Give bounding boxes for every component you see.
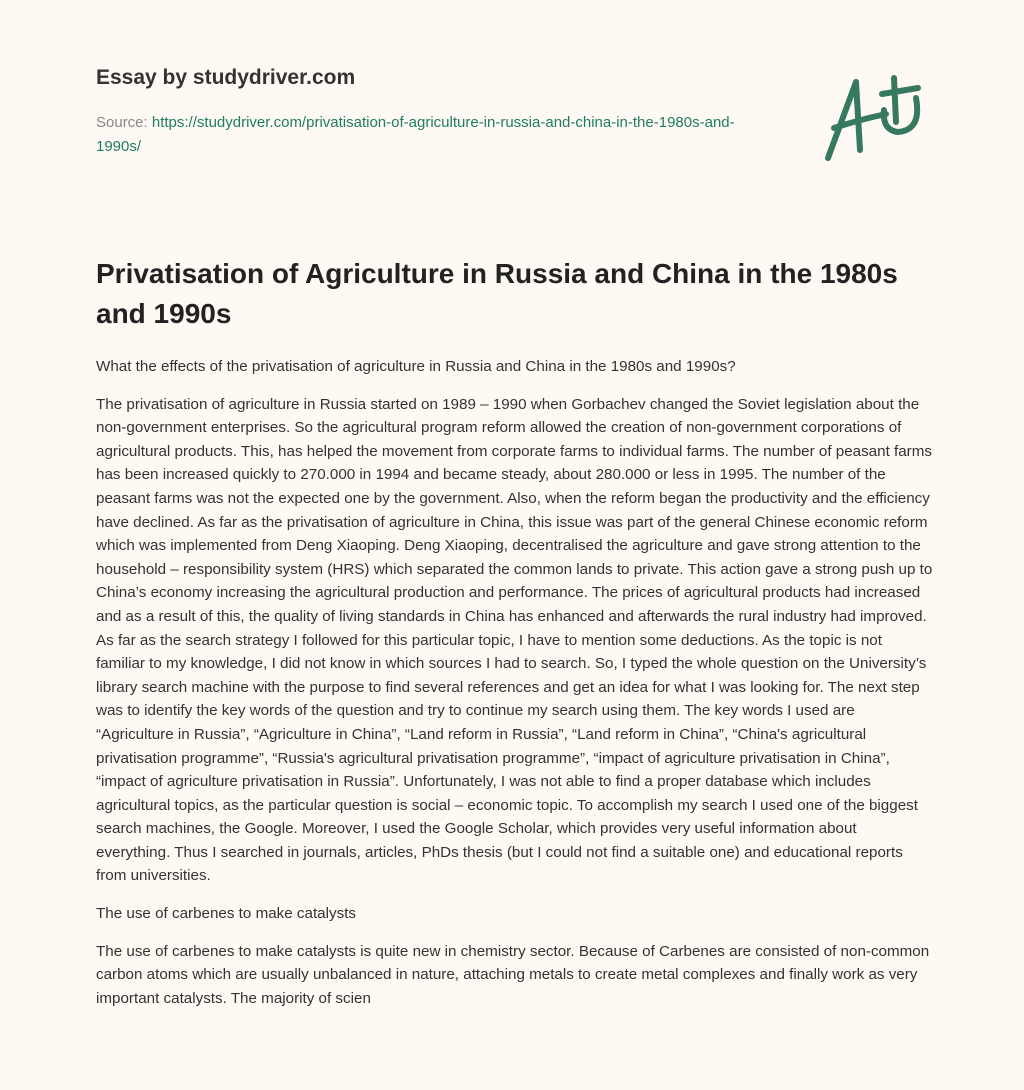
- essay-title: Privatisation of Agriculture in Russia and China in the 1980s and 1990s: [96, 258, 898, 329]
- section-heading: The use of carbenes to make catalysts: [96, 905, 357, 923]
- brand-title: Essay by studydriver.com: [96, 66, 356, 89]
- source-line: [96, 111, 756, 159]
- essay-body: [96, 355, 934, 1024]
- source-label: Source:: [96, 114, 152, 131]
- source-link[interactable]: https://studydriver.com/privatisation-of-agriculture-in-russia-and-china-in-the-1980s-and-1990s/: [96, 114, 735, 155]
- essay-question: What the effects of the privatisation of agriculture in Russia and China in the 1980s and 1990s?: [96, 358, 736, 375]
- page-header: [0, 0, 1024, 200]
- essay-paragraph: The privatisation of agriculture in Russia started on 1989 – 1990 when Gorbachev changed the Soviet legislation about the non-government enterprises. So the agricultural program reform allowed the creation of non-government corporations of agricultural products. This, has helped the movement from corporate farms to individual farms. The number of peasant farms has been increased quickly to 270.000 in 1994 and became steady, about 280.000 or less in 1995. The number of the peasant farms was not the expected one by the government. Also, when the reform began the productivity and the efficiency have declined. As far as the privatisation of agriculture in China, this issue was part of the general Chinese economic reform which was implemented from Deng Xiaoping. Deng Xiaoping, decentralised the agriculture and gave strong attention to the household – responsibility system (HRS) which separated the common lands to private. This action gave a strong push up to China’s economy increasing the agricultural production and performance. The prices of agricultural products had increased and as a result of this, the quality of living standards in China has enhanced and afterwards the rural industry had improved. As far as the search strategy I followed for this particular topic, I have to mention some deductions. As the topic is not familiar to my knowledge, I did not know in which sources I had to search. So, I typed the whole question on the University’s library search machine with the purpose to find several references and get an idea for what I was looking for. The next step was to identify the key words of the question and try to continue my search using them. The key words I used are “Agriculture in Russia”, “Agriculture in China”, “Land reform in Russia”, “Land reform in China”, “China's agricultural privatisation programme”, “Russia's agricultural privatisation programme”, “impact of agriculture privatisation in China”, “impact of agriculture privatisation in Russia”. Unfortunately, I was not able to find a proper database which includes agricultural topics, as the particular question is social – economic topic. To accomplish my search I used one of the biggest search machines, the Google. Moreover, I used the Google Scholar, which provides very useful information about everything. Thus I searched in journals, articles, PhDs thesis (but I could not find a suitable one) and educational reports from universities.: [96, 395, 933, 885]
- a-plus-logo-icon: [818, 70, 928, 165]
- essay-paragraph: The use of carbenes to make catalysts is quite new in chemistry sector. Because of Carbenes are consisted of non-common carbon atoms which are usually unbalanced in nature, attaching metals to create metal complexes and finally work as very important catalysts. The majority of scien: [96, 942, 930, 1007]
